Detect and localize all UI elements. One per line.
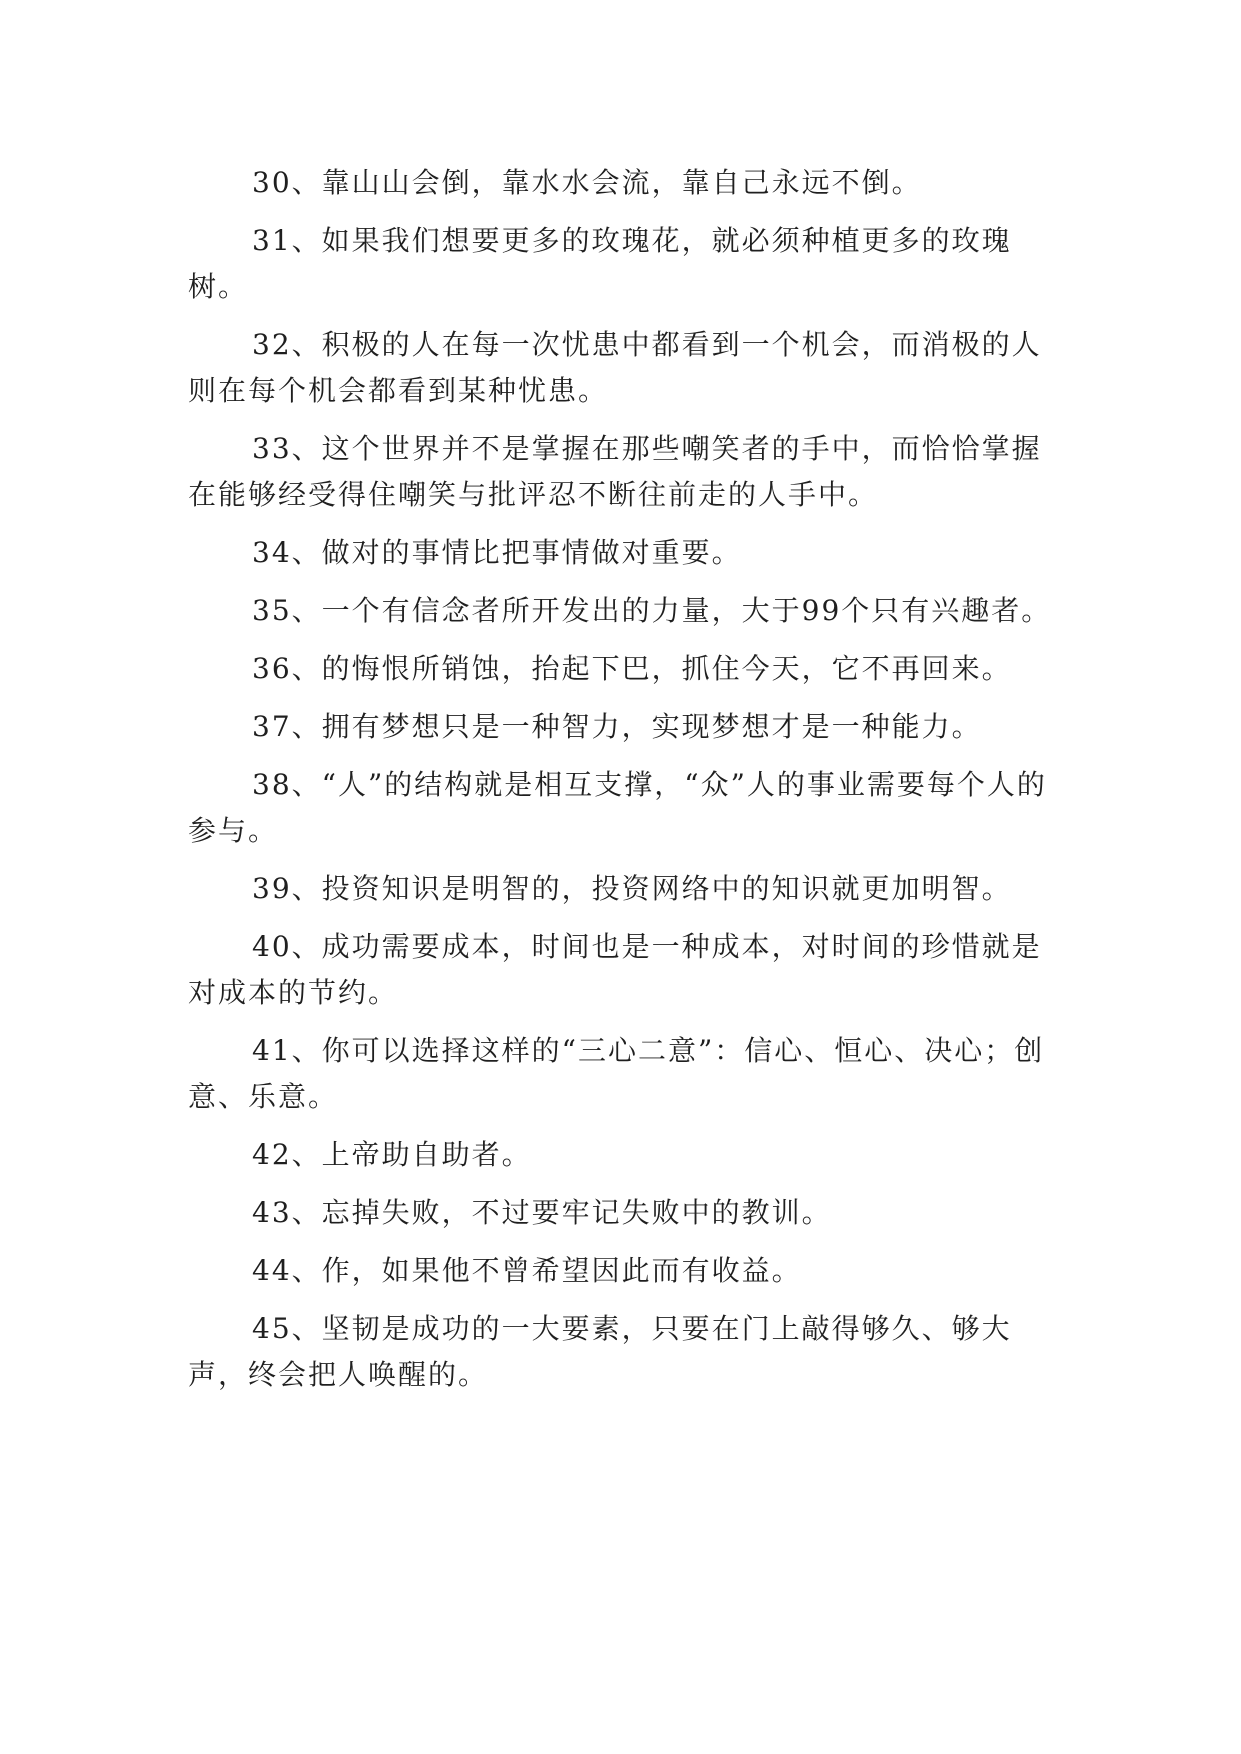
quote-paragraph-45: 45、坚韧是成功的一大要素，只要在门上敲得够久、够大声，终会把人唤醒的。 bbox=[188, 1312, 1012, 1391]
quote-paragraph-34: 34、做对的事情比把事情做对重要。 bbox=[252, 536, 742, 569]
quote-paragraph-44: 44、作，如果他不曾希望因此而有收益。 bbox=[252, 1254, 802, 1287]
quote-paragraph-41: 41、你可以选择这样的“三心二意”：信心、恒心、决心；创意、乐意。 bbox=[188, 1034, 1045, 1113]
quote-paragraph-30: 30、靠山山会倒，靠水水会流，靠自己永远不倒。 bbox=[252, 166, 922, 199]
quote-paragraph-38: 38、“人”的结构就是相互支撑，“众”人的事业需要每个人的参与。 bbox=[188, 768, 1047, 847]
quote-paragraph-42: 42、上帝助自助者。 bbox=[252, 1138, 532, 1171]
quote-paragraph-31: 31、如果我们想要更多的玫瑰花，就必须种植更多的玫瑰树。 bbox=[188, 224, 1012, 303]
quote-paragraph-33: 33、这个世界并不是掌握在那些嘲笑者的手中，而恰恰掌握在能够经受得住嘲笑与批评忍不断往前走的人手中。 bbox=[188, 432, 1042, 511]
document-body bbox=[188, 160, 1058, 1410]
quote-paragraph-40: 40、成功需要成本，时间也是一种成本，对时间的珍惜就是对成本的节约。 bbox=[188, 930, 1042, 1009]
quote-paragraph-35: 35、一个有信念者所开发出的力量，大于99个只有兴趣者。 bbox=[252, 594, 1052, 627]
quote-paragraph-32: 32、积极的人在每一次忧患中都看到一个机会，而消极的人则在每个机会都看到某种忧患。 bbox=[188, 328, 1042, 407]
quote-paragraph-43: 43、忘掉失败，不过要牢记失败中的教训。 bbox=[252, 1196, 832, 1229]
quote-paragraph-39: 39、投资知识是明智的，投资网络中的知识就更加明智。 bbox=[252, 872, 1012, 905]
quote-paragraph-37: 37、拥有梦想只是一种智力，实现梦想才是一种能力。 bbox=[252, 710, 982, 743]
quote-paragraph-36: 36、的悔恨所销蚀，抬起下巴，抓住今天，它不再回来。 bbox=[252, 652, 1012, 685]
